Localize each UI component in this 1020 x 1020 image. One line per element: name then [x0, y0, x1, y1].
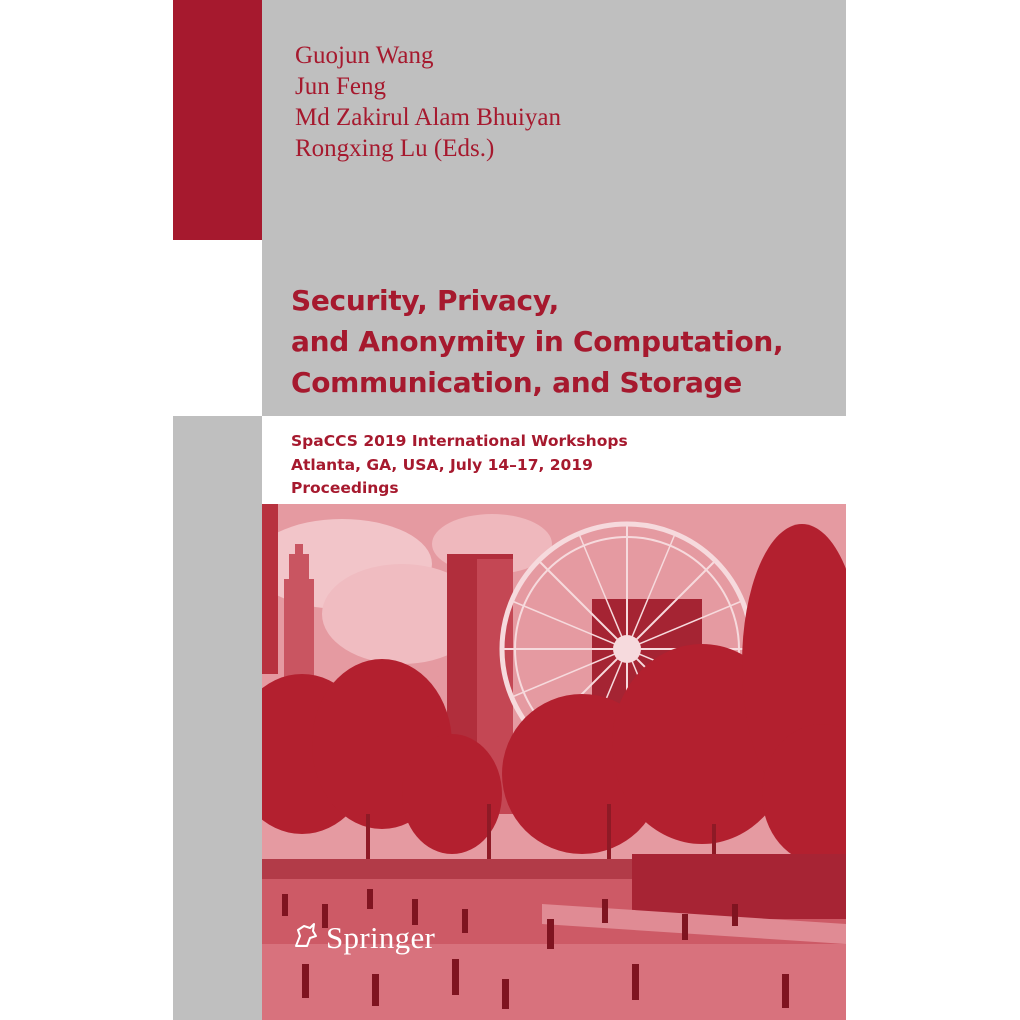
title-line: Communication, and Storage: [291, 366, 742, 399]
editors-list: [295, 40, 561, 164]
book-title: [291, 280, 843, 403]
book-cover: [173, 0, 846, 1020]
title-line: Security, Privacy,: [291, 284, 559, 317]
spine-series-block: [173, 240, 262, 416]
building-spire: [295, 544, 303, 556]
editor-name: Guojun Wang: [295, 42, 434, 69]
subtitle-line: Atlanta, GA, USA, July 14–17, 2019: [291, 455, 593, 474]
book-subtitle: [291, 430, 628, 501]
editor-name: Rongxing Lu (Eds.): [295, 135, 495, 162]
spine-red-block: [173, 0, 262, 240]
subtitle-line: Proceedings: [291, 479, 399, 497]
spine-grey-block: [173, 416, 262, 1020]
editor-name: Jun Feng: [295, 73, 386, 100]
subtitle-line: SpaCCS 2019 International Workshops: [291, 432, 628, 450]
building: [262, 504, 278, 674]
publisher-logo: [290, 920, 435, 956]
publisher-name: Springer: [326, 920, 436, 955]
wall: [632, 854, 846, 919]
building-spire: [289, 554, 309, 582]
springer-horse-icon: [290, 922, 320, 955]
title-line: and Anonymity in Computation,: [291, 325, 784, 358]
editor-name: Md Zakirul Alam Bhuiyan: [295, 104, 561, 131]
